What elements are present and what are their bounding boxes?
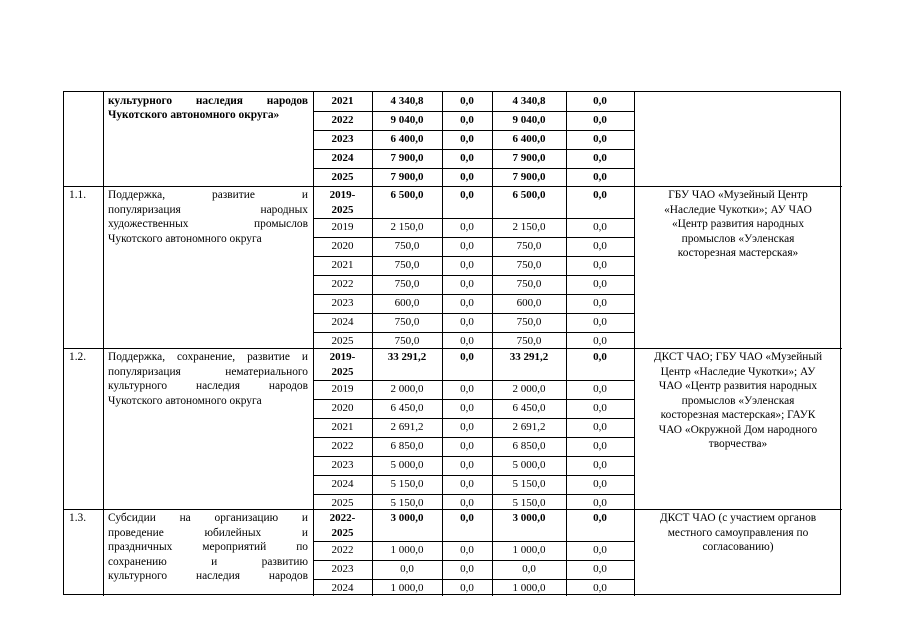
v2-cell: 750,0 [516,335,542,347]
total-cell: 9 040,0 [390,114,424,126]
grid-line [372,541,634,542]
v3-cell: 0,0 [593,459,607,471]
v2-cell: 7 900,0 [512,152,546,164]
year-cell: 2023 [331,133,354,145]
v1-cell: 0,0 [460,497,474,509]
v1-cell: 0,0 [460,335,474,347]
grid-line [313,92,314,596]
item-description: Поддержка, развитие и [108,189,308,201]
grid-line [442,92,443,596]
v2-cell: 750,0 [516,240,542,252]
year-cell: 2024 [331,478,354,490]
v2-cell: 9 040,0 [512,114,546,126]
total-cell: 750,0 [394,240,420,252]
grid-line [372,218,634,219]
grid-line [372,92,373,596]
year-cell: 2022 [331,544,354,556]
v3-cell: 0,0 [593,316,607,328]
executor-line: ГБУ ЧАО «Музейный Центр [668,189,808,201]
total-cell: 5 150,0 [390,478,424,490]
period-line: 2019- [329,189,356,201]
total-cell: 0,0 [400,563,414,575]
v3-cell: 0,0 [593,497,607,509]
total-cell: 6 500,0 [390,189,424,201]
year-cell: 2025 [331,335,354,347]
year-cell: 2022 [331,440,354,452]
v2-cell: 5 150,0 [512,478,546,490]
period-line: 2019- [329,351,356,363]
total-cell: 5 150,0 [390,497,424,509]
item-description: Чукотского автономного округа» [108,109,280,121]
grid-line [313,294,634,295]
year-cell: 2020 [331,402,354,414]
grid-line [313,168,634,169]
v3-cell: 0,0 [593,421,607,433]
year-cell: 2023 [331,297,354,309]
executor-line: «Центр развития народных [671,218,805,230]
grid-line [103,92,104,596]
grid-line [313,218,372,219]
v3-cell: 0,0 [593,189,607,201]
item-description: Поддержка, сохранение, развитие и [108,351,308,363]
executor-line: ЧАО «Окружной Дом народного [658,423,818,436]
grid-line [313,579,634,580]
grid-line [313,475,634,476]
v1-cell: 0,0 [460,478,474,490]
v2-cell: 750,0 [516,259,542,271]
v1-cell: 0,0 [460,402,474,414]
v3-cell: 0,0 [593,351,607,363]
v1-cell: 0,0 [460,563,474,575]
v2-cell: 1 000,0 [512,582,546,594]
grid-line [313,437,634,438]
v2-cell: 2 000,0 [512,383,546,395]
total-cell: 3 000,0 [390,512,424,524]
executor-line: косторезная мастерская»; ГАУК [660,409,816,421]
v3-cell: 0,0 [593,512,607,524]
v3-cell: 0,0 [593,544,607,556]
total-cell: 750,0 [394,335,420,347]
item-description: праздничных мероприятий по [108,541,308,553]
year-cell: 2024 [331,316,354,328]
year-cell: 2020 [331,240,354,252]
executor-line: творчества» [708,438,768,450]
grid-line [313,237,634,238]
v1-cell: 0,0 [460,114,474,126]
v1-cell: 0,0 [460,512,474,524]
v3-cell: 0,0 [593,240,607,252]
v3-cell: 0,0 [593,152,607,164]
year-cell: 2019 [331,383,354,395]
v1-cell: 0,0 [460,95,474,107]
year-cell: 2024 [331,152,354,164]
total-cell: 1 000,0 [390,582,424,594]
grid-line [313,149,634,150]
year-cell: 2022 [331,278,354,290]
v3-cell: 0,0 [593,563,607,575]
grid-line [313,256,634,257]
v1-cell: 0,0 [460,459,474,471]
executor-line: «Наследие Чукотки»; АУ ЧАО [664,203,812,216]
v1-cell: 0,0 [460,259,474,271]
v3-cell: 0,0 [593,259,607,271]
executor-line: Центр «Наследие Чукотки»; АУ [660,365,816,378]
grid-line [313,275,634,276]
v3-cell: 0,0 [593,221,607,233]
v2-cell: 6 450,0 [512,402,546,414]
v2-cell: 5 000,0 [512,459,546,471]
v1-cell: 0,0 [460,316,474,328]
v1-cell: 0,0 [460,171,474,183]
grid-line [313,494,634,495]
v2-cell: 6 500,0 [512,189,546,201]
total-cell: 750,0 [394,259,420,271]
grid-line [313,111,634,112]
item-description: культурного наследия народов [108,380,308,392]
v3-cell: 0,0 [593,133,607,145]
item-description: Субсидии на организацию и [108,512,308,524]
v1-cell: 0,0 [460,133,474,145]
total-cell: 2 000,0 [390,383,424,395]
v2-cell: 600,0 [516,297,542,309]
v1-cell: 0,0 [460,240,474,252]
period-line: 2025 [331,204,354,216]
executor-line: ЧАО «Центр развития народных [658,380,818,392]
period-line: 2022- [329,512,356,524]
v1-cell: 0,0 [460,440,474,452]
year-cell: 2025 [331,497,354,509]
v3-cell: 0,0 [593,171,607,183]
v2-cell: 4 340,8 [512,95,546,107]
item-description: культурного наследия народов [108,570,308,582]
v3-cell: 0,0 [593,440,607,452]
total-cell: 1 000,0 [390,544,424,556]
v1-cell: 0,0 [460,297,474,309]
v2-cell: 5 150,0 [512,497,546,509]
total-cell: 750,0 [394,278,420,290]
v1-cell: 0,0 [460,351,474,363]
v1-cell: 0,0 [460,421,474,433]
v2-cell: 7 900,0 [512,171,546,183]
v3-cell: 0,0 [593,278,607,290]
v3-cell: 0,0 [593,95,607,107]
grid-line [64,186,842,187]
item-number: 1.1. [69,189,87,201]
total-cell: 4 340,8 [390,95,424,107]
grid-line [313,560,634,561]
grid-line [372,380,634,381]
year-cell: 2021 [331,95,354,107]
grid-line [634,92,635,596]
year-cell: 2021 [331,259,354,271]
v2-cell: 2 150,0 [512,221,546,233]
executor-line: промыслов «Уэленская [681,232,795,245]
total-cell: 600,0 [394,297,420,309]
v2-cell: 2 691,2 [512,421,546,433]
grid-line [313,456,634,457]
v3-cell: 0,0 [593,582,607,594]
grid-line [313,399,634,400]
executor-line: местного самоуправления по [667,526,809,539]
grid-line [313,380,372,381]
v3-cell: 0,0 [593,402,607,414]
v2-cell: 6 400,0 [512,133,546,145]
period-line: 2025 [331,527,354,539]
v1-cell: 0,0 [460,582,474,594]
item-description: популяризация народных [108,203,308,216]
v2-cell: 750,0 [516,278,542,290]
total-cell: 7 900,0 [390,152,424,164]
executor-line: согласованию) [702,541,774,553]
grid-line [313,313,634,314]
total-cell: 2 691,2 [390,421,424,433]
year-cell: 2024 [331,582,354,594]
item-description: сохранению и развитию [108,555,308,568]
v2-cell: 6 850,0 [512,440,546,452]
v3-cell: 0,0 [593,335,607,347]
item-description: Чукотского автономного округа [108,232,262,245]
item-number: 1.2. [69,351,87,363]
item-description: проведение юбилейных и [108,526,308,539]
year-cell: 2019 [331,221,354,233]
period-line: 2025 [331,366,354,378]
total-cell: 6 450,0 [390,402,424,414]
v1-cell: 0,0 [460,189,474,201]
executor-line: ДКСТ ЧАО; ГБУ ЧАО «Музейный [653,351,823,363]
grid-line [313,332,634,333]
executor-line: ДКСТ ЧАО (с участием органов [659,512,817,524]
v1-cell: 0,0 [460,221,474,233]
executor-line: косторезная мастерская» [677,247,799,259]
v2-cell: 0,0 [522,563,536,575]
year-cell: 2023 [331,563,354,575]
item-description: популяризация нематериального [108,365,308,378]
v2-cell: 3 000,0 [512,512,546,524]
v1-cell: 0,0 [460,544,474,556]
grid-line [313,130,634,131]
item-description: Чукотского автономного округа [108,394,262,407]
total-cell: 2 150,0 [390,221,424,233]
grid-line [313,418,634,419]
total-cell: 33 291,2 [387,351,427,363]
grid-line [492,92,493,596]
v3-cell: 0,0 [593,297,607,309]
budget-table [63,91,841,595]
year-cell: 2022 [331,114,354,126]
v3-cell: 0,0 [593,114,607,126]
v2-cell: 750,0 [516,316,542,328]
item-number: 1.3. [69,512,87,524]
v3-cell: 0,0 [593,478,607,490]
v1-cell: 0,0 [460,278,474,290]
grid-line [64,348,842,349]
v1-cell: 0,0 [460,152,474,164]
v3-cell: 0,0 [593,383,607,395]
total-cell: 6 850,0 [390,440,424,452]
total-cell: 750,0 [394,316,420,328]
total-cell: 7 900,0 [390,171,424,183]
grid-line [566,92,567,596]
total-cell: 6 400,0 [390,133,424,145]
v1-cell: 0,0 [460,383,474,395]
year-cell: 2023 [331,459,354,471]
v2-cell: 1 000,0 [512,544,546,556]
year-cell: 2021 [331,421,354,433]
grid-line [64,509,842,510]
item-description: художественных промыслов [108,218,308,230]
item-description: культурного наследия народов [108,95,308,107]
executor-line: промыслов «Уэленская [681,394,795,407]
v2-cell: 33 291,2 [509,351,549,363]
total-cell: 5 000,0 [390,459,424,471]
grid-line [313,541,372,542]
year-cell: 2025 [331,171,354,183]
